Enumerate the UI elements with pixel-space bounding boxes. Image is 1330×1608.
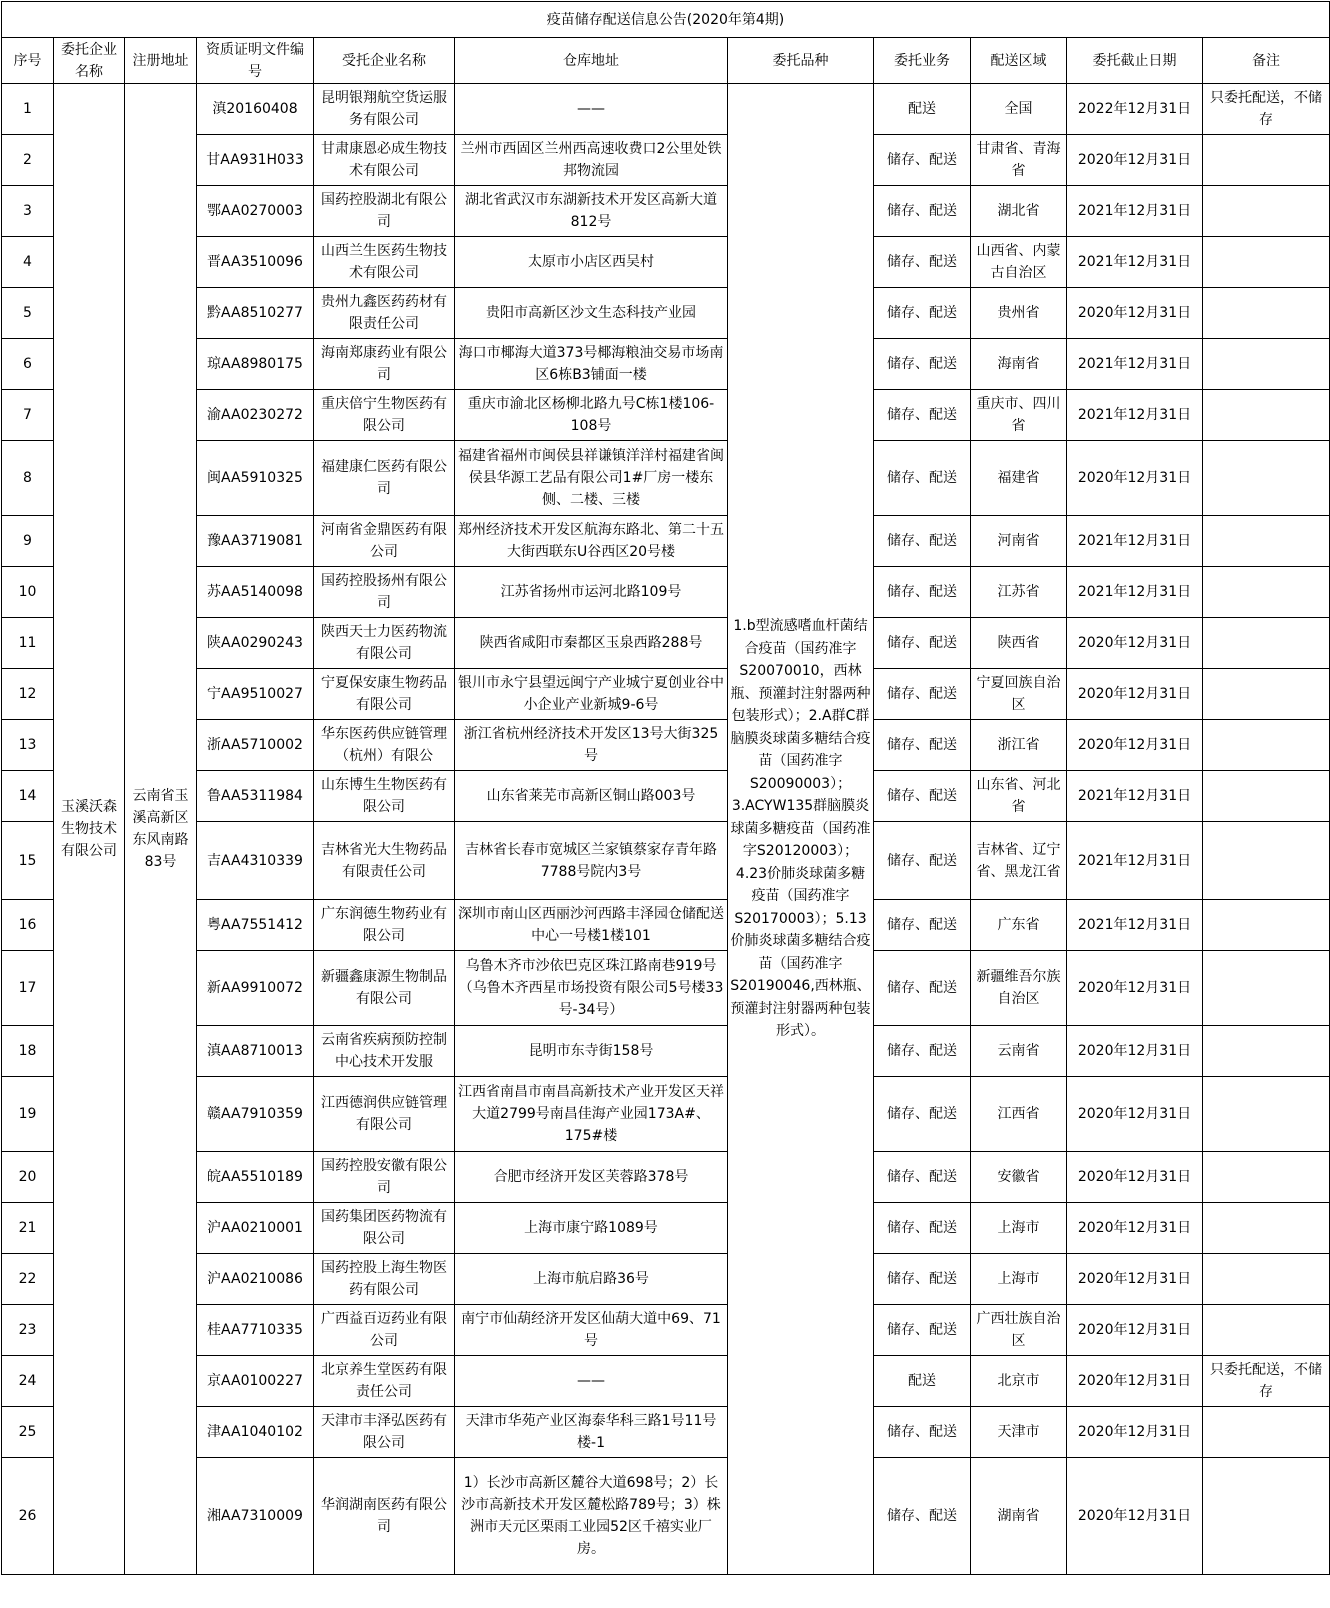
cell-no: 11 (2, 618, 54, 669)
cell-distribution-region: 重庆市、四川省 (971, 390, 1067, 441)
cell-deadline: 2021年12月31日 (1067, 771, 1203, 822)
cell-distribution-region: 广东省 (971, 900, 1067, 951)
cell-distribution-region: 海南省 (971, 339, 1067, 390)
cell-warehouse-address: 江西省南昌市南昌高新技术产业开发区天祥大道2799号南昌佳海产业园173A#、175#楼 (455, 1077, 728, 1152)
cell-business: 储存、配送 (874, 516, 971, 567)
cell-deadline: 2022年12月31日 (1067, 84, 1203, 135)
cell-company-name: 国药控股上海生物医药有限公司 (314, 1254, 455, 1305)
cell-company-name: 广东润德生物药业有限公司 (314, 900, 455, 951)
cell-company-name: 海南郑康药业有限公司 (314, 339, 455, 390)
cell-deadline: 2021年12月31日 (1067, 516, 1203, 567)
cell-note (1203, 237, 1330, 288)
cell-note (1203, 441, 1330, 516)
cell-company-name: 天津市丰泽弘医药有限公司 (314, 1407, 455, 1458)
cell-distribution-region: 陕西省 (971, 618, 1067, 669)
cell-license-number: 甘AA931H033 (197, 135, 314, 186)
cell-warehouse-address: —— (455, 84, 728, 135)
cell-deadline: 2020年12月31日 (1067, 669, 1203, 720)
cell-note (1203, 1407, 1330, 1458)
column-header-company-name: 受托企业名称 (314, 38, 455, 84)
cell-deadline: 2020年12月31日 (1067, 1026, 1203, 1077)
cell-distribution-region: 江西省 (971, 1077, 1067, 1152)
cell-deadline: 2020年12月31日 (1067, 288, 1203, 339)
cell-warehouse-address: 海口市椰海大道373号椰海粮油交易市场南区6栋B3铺面一楼 (455, 339, 728, 390)
table-row (2, 288, 1330, 339)
table-row (2, 1407, 1330, 1458)
cell-note (1203, 1305, 1330, 1356)
cell-warehouse-address: —— (455, 1356, 728, 1407)
table-row (2, 669, 1330, 720)
table-row (2, 135, 1330, 186)
column-header-client-name: 委托企业名称 (54, 38, 125, 84)
cell-business: 储存、配送 (874, 1077, 971, 1152)
cell-note (1203, 1152, 1330, 1203)
cell-business: 储存、配送 (874, 288, 971, 339)
table-row (2, 339, 1330, 390)
cell-business: 储存、配送 (874, 567, 971, 618)
cell-deadline: 2021年12月31日 (1067, 900, 1203, 951)
cell-no: 10 (2, 567, 54, 618)
cell-registered-address: 云南省玉溪高新区东风南路83号 (125, 84, 197, 1575)
cell-note (1203, 1254, 1330, 1305)
cell-distribution-region: 安徽省 (971, 1152, 1067, 1203)
cell-license-number: 鄂AA0270003 (197, 186, 314, 237)
cell-note (1203, 186, 1330, 237)
cell-deadline: 2020年12月31日 (1067, 135, 1203, 186)
cell-warehouse-address: 湖北省武汉市东湖新技术开发区高新大道812号 (455, 186, 728, 237)
cell-warehouse-address: 吉林省长春市宽城区兰家镇蔡家存青年路7788号院内3号 (455, 822, 728, 900)
cell-deadline: 2020年12月31日 (1067, 1077, 1203, 1152)
cell-license-number: 滇AA8710013 (197, 1026, 314, 1077)
cell-license-number: 粤AA7551412 (197, 900, 314, 951)
cell-distribution-region: 云南省 (971, 1026, 1067, 1077)
cell-warehouse-address: 深圳市南山区西丽沙河西路丰泽园仓储配送中心一号楼1楼101 (455, 900, 728, 951)
cell-business: 储存、配送 (874, 669, 971, 720)
cell-no: 20 (2, 1152, 54, 1203)
cell-warehouse-address: 郑州经济技术开发区航海东路北、第二十五大街西联东U谷西区20号楼 (455, 516, 728, 567)
cell-no: 4 (2, 237, 54, 288)
cell-deadline: 2021年12月31日 (1067, 339, 1203, 390)
cell-no: 9 (2, 516, 54, 567)
cell-distribution-region: 宁夏回族自治区 (971, 669, 1067, 720)
cell-distribution-region: 湖南省 (971, 1458, 1067, 1575)
cell-no: 22 (2, 1254, 54, 1305)
cell-deadline: 2020年12月31日 (1067, 1203, 1203, 1254)
cell-distribution-region: 江苏省 (971, 567, 1067, 618)
cell-warehouse-address: 陕西省咸阳市秦都区玉泉西路288号 (455, 618, 728, 669)
cell-license-number: 黔AA8510277 (197, 288, 314, 339)
cell-deadline: 2020年12月31日 (1067, 1254, 1203, 1305)
cell-business: 配送 (874, 84, 971, 135)
cell-distribution-region: 全国 (971, 84, 1067, 135)
cell-warehouse-address: 银川市永宁县望远闽宁产业城宁夏创业谷中小企业产业新城9-6号 (455, 669, 728, 720)
cell-no: 21 (2, 1203, 54, 1254)
cell-client-name: 玉溪沃森生物技术有限公司 (54, 84, 125, 1575)
cell-no: 23 (2, 1305, 54, 1356)
cell-warehouse-address: 贵阳市高新区沙文生态科技产业园 (455, 288, 728, 339)
cell-no: 14 (2, 771, 54, 822)
table-row (2, 390, 1330, 441)
cell-no: 13 (2, 720, 54, 771)
cell-no: 26 (2, 1458, 54, 1575)
table-row (2, 822, 1330, 900)
cell-warehouse-address: 江苏省扬州市运河北路109号 (455, 567, 728, 618)
cell-license-number: 滇20160408 (197, 84, 314, 135)
cell-note (1203, 618, 1330, 669)
vaccine-info-table (1, 1, 1330, 1575)
table-row (2, 84, 1330, 135)
header-row (2, 38, 1330, 84)
table-row (2, 1305, 1330, 1356)
cell-company-name: 华润湖南医药有限公司 (314, 1458, 455, 1575)
cell-license-number: 苏AA5140098 (197, 567, 314, 618)
cell-business: 储存、配送 (874, 1254, 971, 1305)
cell-license-number: 京AA0100227 (197, 1356, 314, 1407)
cell-no: 19 (2, 1077, 54, 1152)
column-header-distribution-region: 配送区域 (971, 38, 1067, 84)
cell-warehouse-address: 福建省福州市闽侯县祥谦镇洋洋村福建省闽侯县华源工艺品有限公司1#厂房一楼东侧、二楼、三楼 (455, 441, 728, 516)
cell-note (1203, 1077, 1330, 1152)
cell-company-name: 河南省金鼎医药有限公司 (314, 516, 455, 567)
cell-business: 储存、配送 (874, 186, 971, 237)
table-row (2, 1458, 1330, 1575)
cell-company-name: 陕西天士力医药物流有限公司 (314, 618, 455, 669)
table-row (2, 186, 1330, 237)
cell-license-number: 琼AA8980175 (197, 339, 314, 390)
cell-deadline: 2021年12月31日 (1067, 822, 1203, 900)
cell-warehouse-address: 乌鲁木齐市沙依巴克区珠江路南巷919号 （乌鲁木齐西星市场投资有限公司5号楼33号-34号） (455, 951, 728, 1026)
cell-license-number: 晋AA3510096 (197, 237, 314, 288)
column-header-business: 委托业务 (874, 38, 971, 84)
cell-business: 储存、配送 (874, 1203, 971, 1254)
table-row (2, 720, 1330, 771)
cell-distribution-region: 北京市 (971, 1356, 1067, 1407)
cell-note (1203, 771, 1330, 822)
cell-no: 8 (2, 441, 54, 516)
cell-distribution-region: 上海市 (971, 1254, 1067, 1305)
table-row (2, 951, 1330, 1026)
cell-note (1203, 900, 1330, 951)
cell-no: 5 (2, 288, 54, 339)
cell-deadline: 2020年12月31日 (1067, 1152, 1203, 1203)
cell-business: 储存、配送 (874, 771, 971, 822)
cell-distribution-region: 福建省 (971, 441, 1067, 516)
cell-license-number: 津AA1040102 (197, 1407, 314, 1458)
column-header-registered-address: 注册地址 (125, 38, 197, 84)
cell-company-name: 国药控股扬州有限公司 (314, 567, 455, 618)
table-row (2, 1152, 1330, 1203)
cell-no: 16 (2, 900, 54, 951)
table-row (2, 1203, 1330, 1254)
cell-deadline: 2020年12月31日 (1067, 1356, 1203, 1407)
cell-business: 配送 (874, 1356, 971, 1407)
cell-warehouse-address: 合肥市经济开发区芙蓉路378号 (455, 1152, 728, 1203)
table-row (2, 567, 1330, 618)
cell-company-name: 北京养生堂医药有限责任公司 (314, 1356, 455, 1407)
cell-license-number: 渝AA0230272 (197, 390, 314, 441)
cell-distribution-region: 天津市 (971, 1407, 1067, 1458)
cell-business: 储存、配送 (874, 1407, 971, 1458)
table-row (2, 618, 1330, 669)
cell-license-number: 新AA9910072 (197, 951, 314, 1026)
table-row (2, 1026, 1330, 1077)
cell-deadline: 2021年12月31日 (1067, 237, 1203, 288)
cell-license-number: 闽AA5910325 (197, 441, 314, 516)
cell-note: 只委托配送，不储存 (1203, 1356, 1330, 1407)
table-row (2, 441, 1330, 516)
cell-no: 6 (2, 339, 54, 390)
cell-company-name: 国药集团医药物流有限公司 (314, 1203, 455, 1254)
cell-business: 储存、配送 (874, 1152, 971, 1203)
cell-note (1203, 339, 1330, 390)
cell-note (1203, 390, 1330, 441)
cell-warehouse-address: 南宁市仙葫经济开发区仙葫大道中69、71号 (455, 1305, 728, 1356)
cell-license-number: 吉AA4310339 (197, 822, 314, 900)
cell-business: 储存、配送 (874, 720, 971, 771)
cell-note (1203, 1026, 1330, 1077)
cell-license-number: 宁AA9510027 (197, 669, 314, 720)
cell-note (1203, 1458, 1330, 1575)
cell-deadline: 2020年12月31日 (1067, 618, 1203, 669)
table-row (2, 516, 1330, 567)
cell-note (1203, 822, 1330, 900)
title-row (2, 2, 1330, 38)
cell-warehouse-address: 浙江省杭州经济技术开发区13号大街325号 (455, 720, 728, 771)
cell-company-name: 广西益百迈药业有限公司 (314, 1305, 455, 1356)
cell-distribution-region: 浙江省 (971, 720, 1067, 771)
cell-warehouse-address: 兰州市西固区兰州西高速收费口2公里处铁邦物流园 (455, 135, 728, 186)
cell-business: 储存、配送 (874, 900, 971, 951)
cell-no: 24 (2, 1356, 54, 1407)
cell-distribution-region: 上海市 (971, 1203, 1067, 1254)
cell-deadline: 2021年12月31日 (1067, 390, 1203, 441)
cell-no: 2 (2, 135, 54, 186)
cell-no: 17 (2, 951, 54, 1026)
cell-deadline: 2021年12月31日 (1067, 186, 1203, 237)
table-row (2, 1254, 1330, 1305)
cell-business: 储存、配送 (874, 441, 971, 516)
cell-distribution-region: 新疆维吾尔族自治区 (971, 951, 1067, 1026)
cell-business: 储存、配送 (874, 390, 971, 441)
cell-business: 储存、配送 (874, 339, 971, 390)
cell-company-name: 新疆鑫康源生物制品有限公司 (314, 951, 455, 1026)
column-header-vaccine-variety: 委托品种 (728, 38, 874, 84)
cell-business: 储存、配送 (874, 1305, 971, 1356)
cell-license-number: 陕AA0290243 (197, 618, 314, 669)
cell-license-number: 沪AA0210086 (197, 1254, 314, 1305)
page-title: 疫苗储存配送信息公告(2020年第4期) (2, 2, 1330, 38)
cell-license-number: 桂AA7710335 (197, 1305, 314, 1356)
cell-business: 储存、配送 (874, 237, 971, 288)
cell-business: 储存、配送 (874, 1026, 971, 1077)
cell-distribution-region: 山西省、内蒙古自治区 (971, 237, 1067, 288)
cell-company-name: 吉林省光大生物药品有限责任公司 (314, 822, 455, 900)
cell-no: 3 (2, 186, 54, 237)
cell-vaccine-variety: 1.b型流感嗜血杆菌结合疫苗（国药准字S20070010，西林瓶、预灌封注射器两种包装形式）；2.A群C群脑膜炎球菌多糖结合疫苗（国药准字S20090003）；3.ACYW135群脑膜炎球菌多糖疫苗（国药准字S20120003）；4.23价肺炎球菌多糖疫苗（国药准字S20170003）；5.13价肺炎球菌多糖结合疫苗（国药准字S20190046,西林瓶、预灌封注射器两种包装形式）。 (728, 84, 874, 1575)
cell-business: 储存、配送 (874, 822, 971, 900)
cell-license-number: 豫AA3719081 (197, 516, 314, 567)
cell-distribution-region: 贵州省 (971, 288, 1067, 339)
cell-deadline: 2020年12月31日 (1067, 1407, 1203, 1458)
cell-no: 15 (2, 822, 54, 900)
cell-warehouse-address: 太原市小店区西吴村 (455, 237, 728, 288)
cell-company-name: 宁夏保安康生物药品有限公司 (314, 669, 455, 720)
column-header-note: 备注 (1203, 38, 1330, 84)
cell-deadline: 2020年12月31日 (1067, 1305, 1203, 1356)
cell-no: 1 (2, 84, 54, 135)
cell-company-name: 贵州九鑫医药药材有限责任公司 (314, 288, 455, 339)
cell-note (1203, 567, 1330, 618)
table-row (2, 1077, 1330, 1152)
cell-note (1203, 1203, 1330, 1254)
cell-note: 只委托配送，不储存 (1203, 84, 1330, 135)
cell-deadline: 2020年12月31日 (1067, 441, 1203, 516)
cell-deadline: 2020年12月31日 (1067, 951, 1203, 1026)
cell-warehouse-address: 上海市航启路36号 (455, 1254, 728, 1305)
cell-business: 储存、配送 (874, 618, 971, 669)
cell-license-number: 浙AA5710002 (197, 720, 314, 771)
cell-company-name: 福建康仁医药有限公司 (314, 441, 455, 516)
cell-license-number: 皖AA5510189 (197, 1152, 314, 1203)
cell-business: 储存、配送 (874, 1458, 971, 1575)
cell-warehouse-address: 上海市康宁路1089号 (455, 1203, 728, 1254)
cell-note (1203, 135, 1330, 186)
cell-license-number: 赣AA7910359 (197, 1077, 314, 1152)
cell-deadline: 2020年12月31日 (1067, 1458, 1203, 1575)
column-header-warehouse-address: 仓库地址 (455, 38, 728, 84)
cell-company-name: 云南省疾病预防控制中心技术开发服 (314, 1026, 455, 1077)
cell-distribution-region: 甘肃省、青海省 (971, 135, 1067, 186)
cell-license-number: 沪AA0210001 (197, 1203, 314, 1254)
cell-company-name: 江西德润供应链管理有限公司 (314, 1077, 455, 1152)
cell-business: 储存、配送 (874, 951, 971, 1026)
cell-warehouse-address: 昆明市东寺街158号 (455, 1026, 728, 1077)
column-header-no: 序号 (2, 38, 54, 84)
cell-warehouse-address: 天津市华苑产业区海泰华科三路1号11号楼-1 (455, 1407, 728, 1458)
cell-distribution-region: 河南省 (971, 516, 1067, 567)
cell-warehouse-address: 1）长沙市高新区麓谷大道698号；2）长沙市高新技术开发区麓松路789号；3）株洲市天元区栗雨工业园52区千禧实业厂房。 (455, 1458, 728, 1575)
table-row (2, 771, 1330, 822)
cell-distribution-region: 吉林省、辽宁省、黑龙江省 (971, 822, 1067, 900)
cell-license-number: 湘AA7310009 (197, 1458, 314, 1575)
table-row (2, 237, 1330, 288)
cell-note (1203, 288, 1330, 339)
cell-note (1203, 951, 1330, 1026)
cell-deadline: 2020年12月31日 (1067, 720, 1203, 771)
cell-company-name: 山东博生生物医药有限公司 (314, 771, 455, 822)
cell-deadline: 2021年12月31日 (1067, 567, 1203, 618)
cell-company-name: 国药控股安徽有限公司 (314, 1152, 455, 1203)
column-header-deadline: 委托截止日期 (1067, 38, 1203, 84)
cell-no: 7 (2, 390, 54, 441)
cell-company-name: 重庆倍宁生物医药有限公司 (314, 390, 455, 441)
cell-note (1203, 516, 1330, 567)
table-row (2, 1356, 1330, 1407)
cell-distribution-region: 湖北省 (971, 186, 1067, 237)
cell-warehouse-address: 重庆市渝北区杨柳北路九号C栋1楼106-108号 (455, 390, 728, 441)
table-row (2, 900, 1330, 951)
cell-warehouse-address: 山东省莱芜市高新区铜山路003号 (455, 771, 728, 822)
cell-license-number: 鲁AA5311984 (197, 771, 314, 822)
cell-company-name: 国药控股湖北有限公司 (314, 186, 455, 237)
cell-no: 25 (2, 1407, 54, 1458)
cell-company-name: 昆明银翔航空货运服务有限公司 (314, 84, 455, 135)
cell-company-name: 山西兰生医药生物技术有限公司 (314, 237, 455, 288)
cell-no: 18 (2, 1026, 54, 1077)
cell-no: 12 (2, 669, 54, 720)
cell-business: 储存、配送 (874, 135, 971, 186)
cell-distribution-region: 广西壮族自治区 (971, 1305, 1067, 1356)
cell-note (1203, 720, 1330, 771)
column-header-license-number: 资质证明文件编号 (197, 38, 314, 84)
cell-note (1203, 669, 1330, 720)
cell-company-name: 华东医药供应链管理（杭州）有限公 (314, 720, 455, 771)
cell-company-name: 甘肃康恩必成生物技术有限公司 (314, 135, 455, 186)
cell-distribution-region: 山东省、河北省 (971, 771, 1067, 822)
